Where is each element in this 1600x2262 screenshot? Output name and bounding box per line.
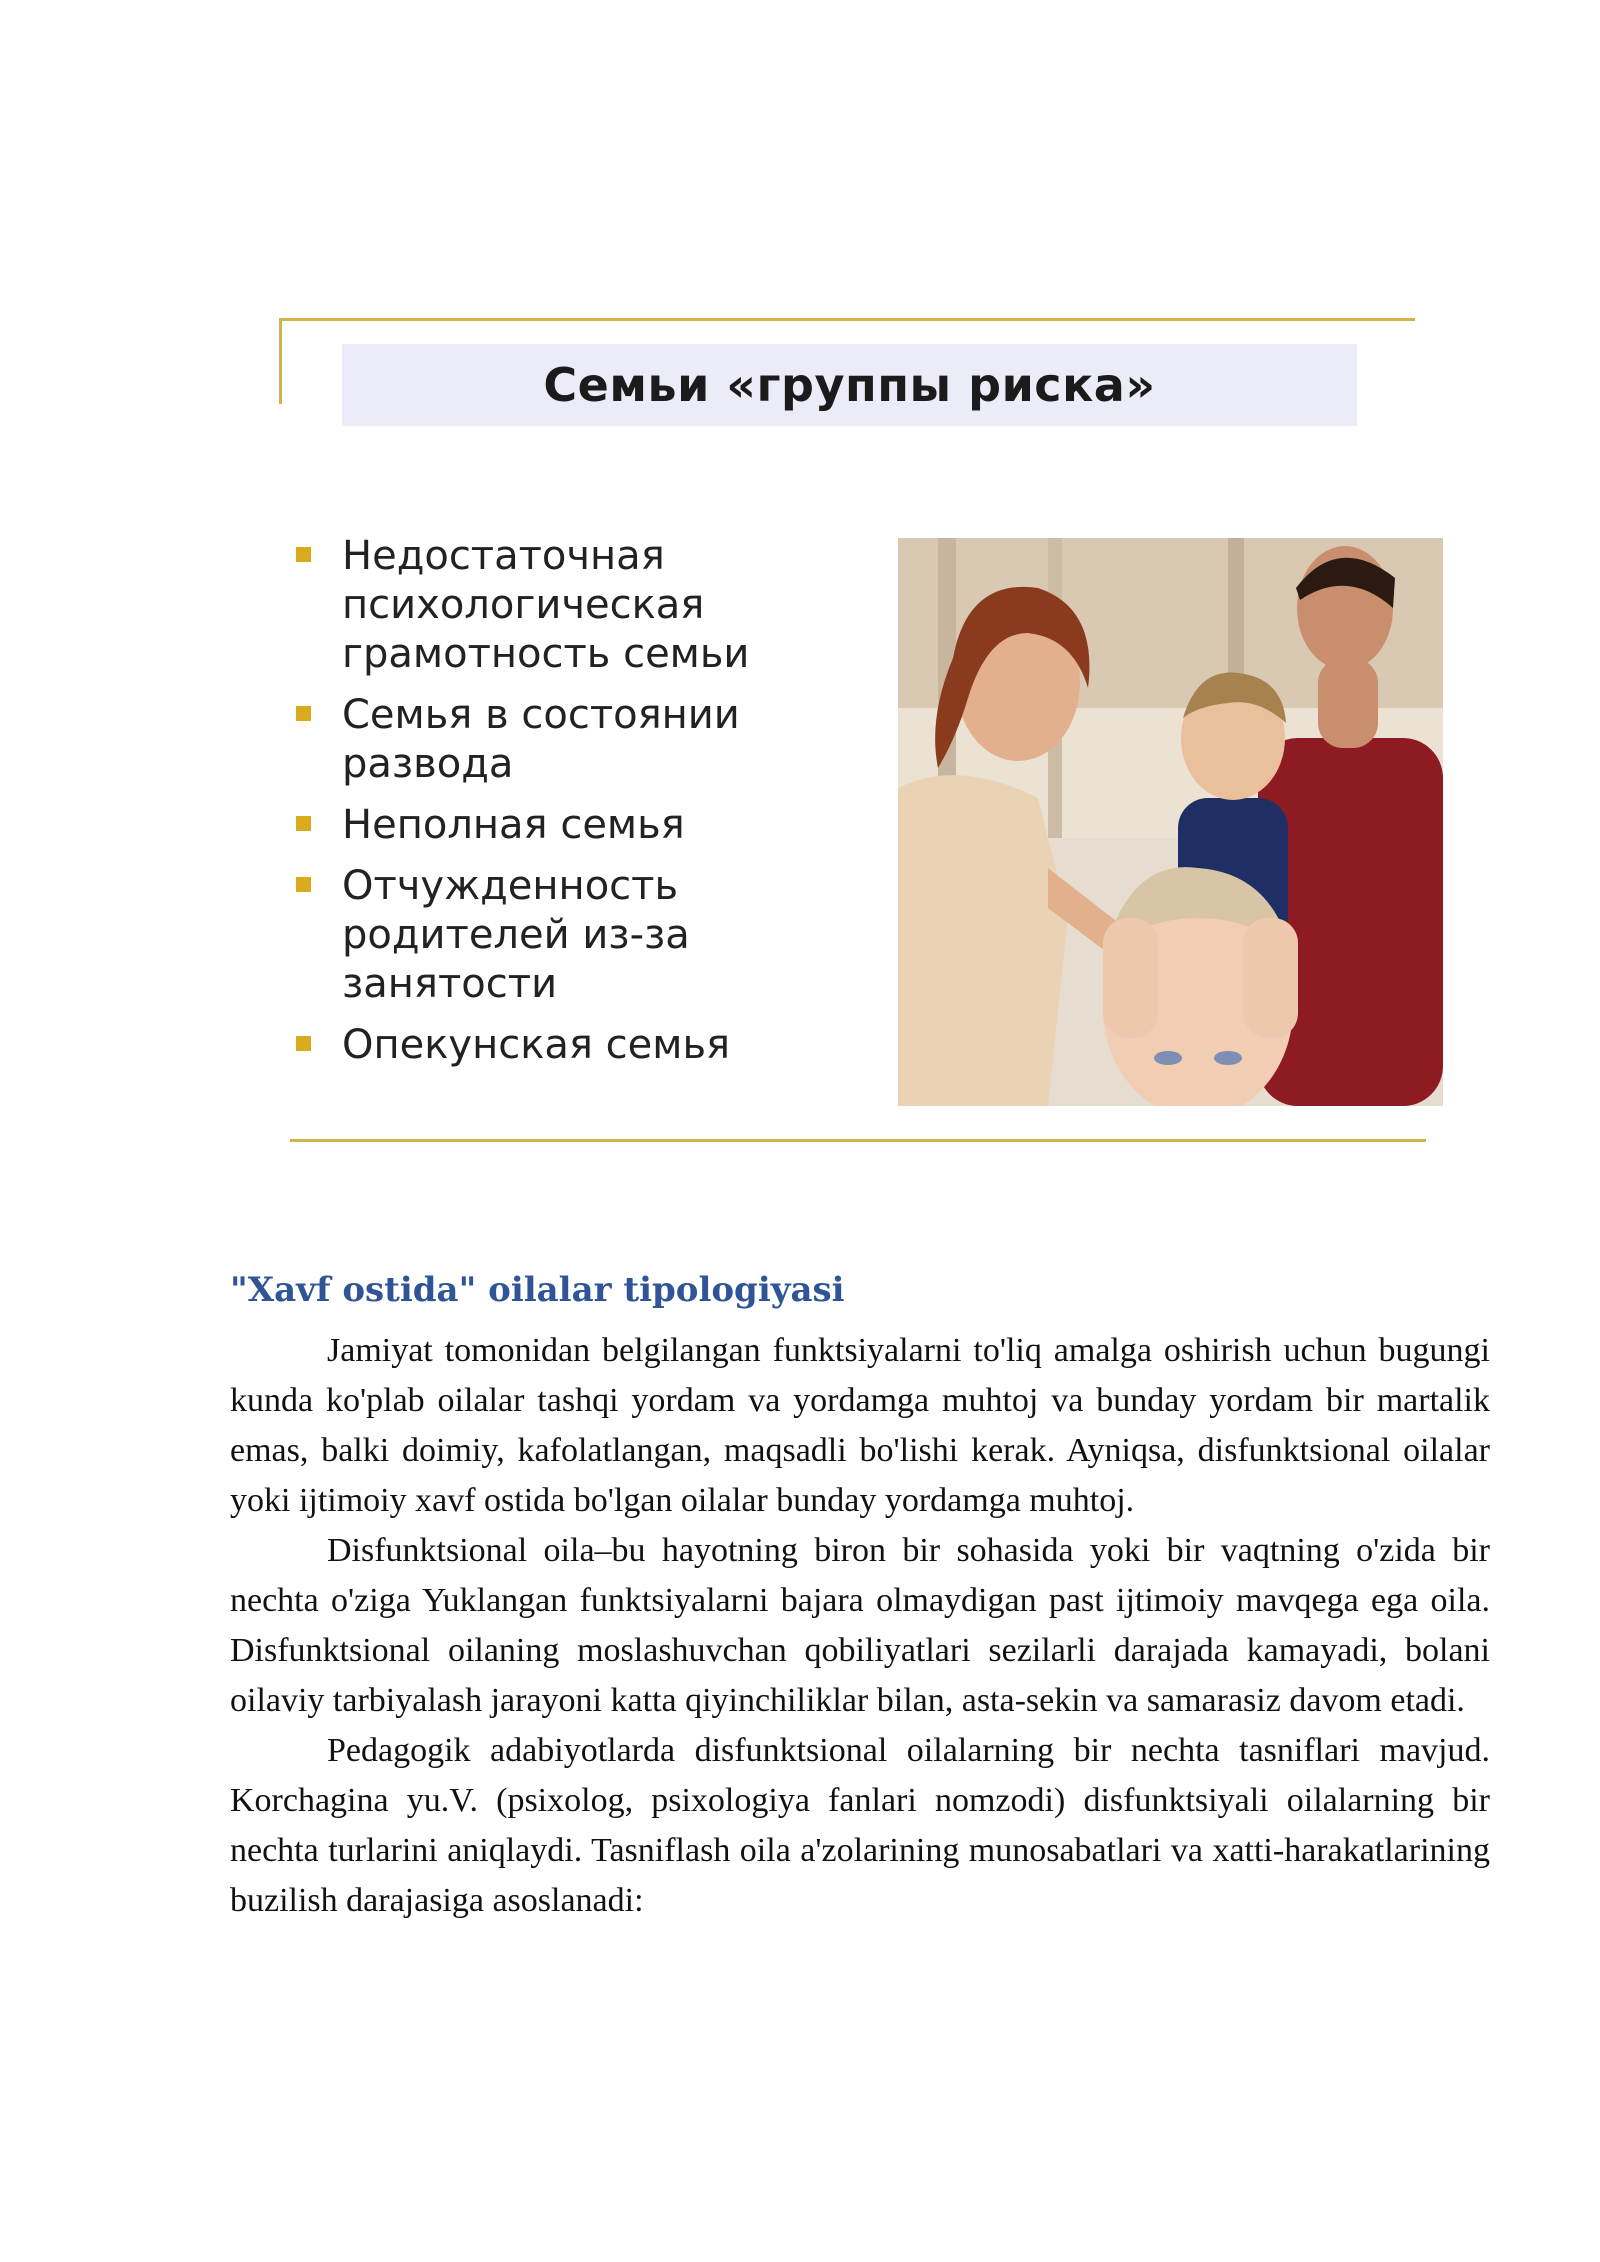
slide-bullet-item [296,691,856,789]
slide-title-band [342,344,1357,426]
slide-title: Семьи «группы риска» [543,358,1156,412]
paragraph: Pedagogik adabiyotlarda disfunktsional oilalarning bir nechta tasniflari mavjud. Korchagina yu.V. (psixolog, psixologiya fanlari nomzodi) disfunktsiyali oilalarning bir nechta turlarini aniqlaydi. Tasniflash oila a'zolarining munosabatlari va xatti-harakatlarining buzilish darajasiga asoslanadi: [230,1732,1490,1919]
slide-bullet-list [296,532,856,1082]
slide-frame-bottom [290,1139,1426,1142]
bullet-square-icon [296,816,311,831]
slide-bullet-text: Семья в состоянии развода [342,692,740,787]
section-body [230,1326,1490,1926]
bullet-square-icon [296,1036,311,1051]
paragraph: Jamiyat tomonidan belgilangan funktsiyalarni to'liq amalga oshirish uchun bugungi kunda ko'plab oilalar tashqi yordam va yordamga muhtoj va bunday yordam bir martalik emas, balki doimiy, kafolatlangan, maqsadli bo'lishi kerak. Ayniqsa, disfunktsional oilalar yoki ijtimoiy xavf ostida bo'lgan oilalar bunday yordamga muhtoj. [230,1332,1490,1519]
section-heading: "Xavf ostida" oilalar tipologiyasi [230,1270,845,1310]
slide-bullet-text: Неполная семья [342,802,685,848]
slide-image [270,300,1450,1160]
slide-frame-top [279,318,1415,321]
slide-bullet-item [296,1021,856,1070]
slide-bullet-text: Недостаточная психологическая грамотность семьи [342,533,750,677]
family-conflict-illustration [898,538,1443,1106]
family-conflict-photo [898,538,1443,1106]
slide-bullet-item [296,801,856,850]
bullet-square-icon [296,706,311,721]
slide-frame-left [279,318,282,404]
slide-bullet-text: Опекунская семья [342,1022,731,1068]
slide-bullet-text: Отчужденность родителей из-за занятости [342,863,690,1007]
slide-bullet-item [296,862,856,1009]
slide-bullet-item [296,532,856,679]
paragraph: Disfunktsional oila–bu hayotning biron bir sohasida yoki bir vaqtning o'zida bir nechta o'ziga Yuklangan funktsiyalarni bajara olmaydigan past ijtimoiy mavqega ega oila. Disfunktsional oilaning moslashuvchan qobiliyatlari sezilarli darajada kamayadi, bolani oilaviy tarbiyalash jarayoni katta qiyinchiliklar bilan, asta-sekin va samarasiz davom etadi. [230,1532,1490,1719]
bullet-square-icon [296,877,311,892]
bullet-square-icon [296,547,311,562]
